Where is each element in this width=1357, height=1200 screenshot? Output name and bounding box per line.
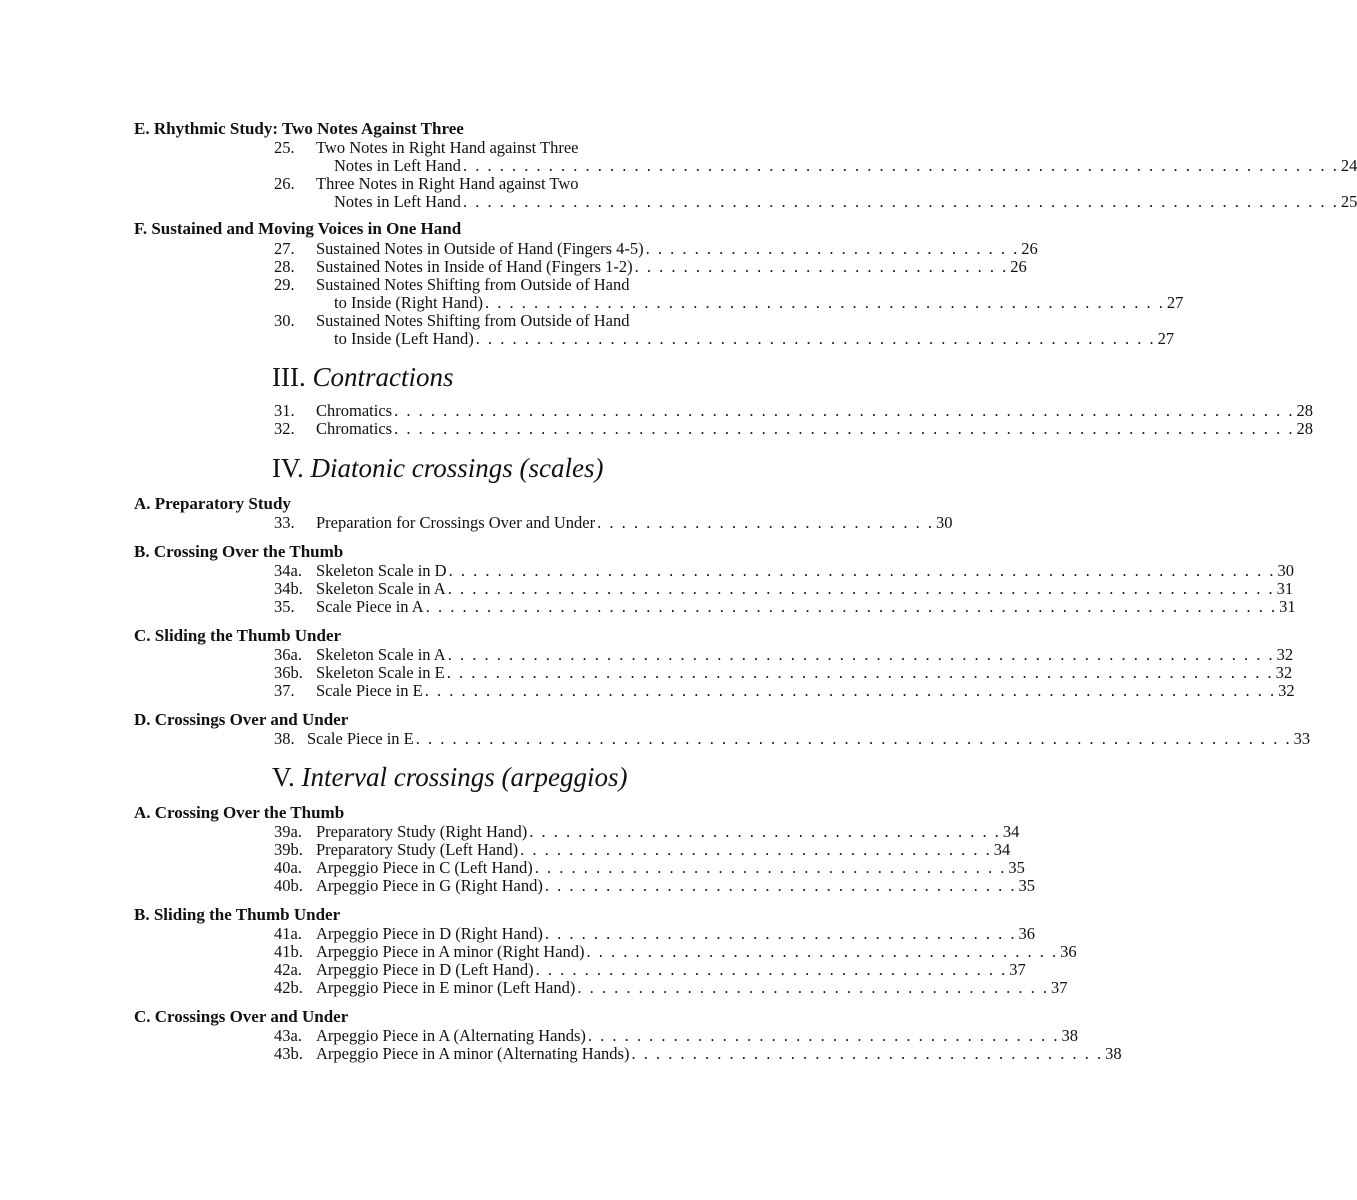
- dot-leader: . . . . . . . . . . . . . . . . . . . . . . . . . . . .: [597, 513, 934, 532]
- entry-number: 42a.: [274, 960, 302, 979]
- dot-leader: . . . . . . . . . . . . . . . . . . . . . . . . . . . . . . . . . . . . . . . . . . . . . . . . . . . . . . . . . . . . . . . . . . . . . . . .: [415, 729, 1292, 748]
- dot-leader: . . . . . . . . . . . . . . . . . . . . . . . . . . . . . . . . . . . . . . .: [577, 978, 1049, 997]
- entry-title: Arpeggio Piece in A minor (Alternating Hands): [316, 1044, 630, 1063]
- dot-leader: . . . . . . . . . . . . . . . . . . . . . . . . . . . . . . . . . . . . . . . . . . . . . . . . . . . . . . . . . . . . . . . . . . . . . . . .: [462, 156, 1339, 175]
- entry-number: 40a.: [274, 858, 302, 877]
- entry-title: Skeleton Scale in E: [316, 663, 445, 682]
- dot-leader: . . . . . . . . . . . . . . . . . . . . . . . . . . . . . . .: [634, 257, 1009, 276]
- entry-page: 37: [1009, 960, 1026, 979]
- entry-number: 32.: [274, 419, 295, 438]
- entry-number: 36a.: [274, 645, 302, 664]
- entry-number: 27.: [274, 239, 295, 258]
- entry-page: 28: [1296, 401, 1313, 420]
- entry-page: 35: [1008, 858, 1025, 877]
- entry-page: 30: [1277, 561, 1294, 580]
- section-heading: B. Crossing Over the Thumb: [134, 542, 344, 561]
- entry-title: Preparation for Crossings Over and Under: [316, 513, 596, 532]
- entry-page: 38: [1061, 1026, 1079, 1045]
- dot-leader: . . . . . . . . . . . . . . . . . . . . . . . . . . . . . . . . . . . . . . . . . . . . . . . . . . . . . . . . . . . . . . . . . . . . . . . .: [462, 192, 1339, 211]
- entry-page: 32: [1278, 681, 1295, 700]
- chapter-name: Contractions: [312, 362, 454, 392]
- dot-leader: . . . . . . . . . . . . . . . . . . . . . . . . . . . . . . .: [645, 239, 1020, 258]
- dot-leader: . . . . . . . . . . . . . . . . . . . . . . . . . . . . . . . . . . . . . . .: [586, 942, 1059, 961]
- entry-number: 34b.: [274, 579, 303, 598]
- entry-number: 42b.: [274, 978, 303, 997]
- entry-title: Arpeggio Piece in D (Right Hand): [316, 924, 543, 943]
- dot-leader: . . . . . . . . . . . . . . . . . . . . . . . . . . . . . . . . . . . . . . .: [544, 876, 1017, 895]
- dot-leader: . . . . . . . . . . . . . . . . . . . . . . . . . . . . . . . . . . . . . . . . . . . . . . . . . . . . . . . . . . . . . . . . . . . .: [448, 561, 1276, 580]
- dot-leader: . . . . . . . . . . . . . . . . . . . . . . . . . . . . . . . . . . . . . . .: [534, 858, 1007, 877]
- entry-title: Skeleton Scale in A: [316, 645, 446, 664]
- section-heading: C. Crossings Over and Under: [134, 1007, 349, 1026]
- entry-page: 31: [1276, 579, 1294, 598]
- chapter-heading: [272, 362, 454, 392]
- entry-page: 32: [1275, 663, 1293, 682]
- entry-page: 25: [1340, 192, 1357, 211]
- entry-page: 36: [1018, 924, 1035, 943]
- entry-page: 36: [1060, 942, 1077, 961]
- chapter-name: Interval crossings (arpeggios): [301, 762, 628, 792]
- entry-title: Arpeggio Piece in A (Alternating Hands): [316, 1026, 586, 1045]
- entry-number: 35.: [274, 597, 295, 616]
- entry-title: Arpeggio Piece in E minor (Left Hand): [316, 978, 576, 997]
- entry-number: 40b.: [274, 876, 303, 895]
- entry-title: Arpeggio Piece in C (Left Hand): [316, 858, 533, 877]
- dot-leader: . . . . . . . . . . . . . . . . . . . . . . . . . . . . . . . . . . . . . . .: [544, 924, 1017, 943]
- entry-number: 38.: [274, 729, 295, 748]
- entry-number: 29.: [274, 275, 295, 294]
- section-heading: A. Crossing Over the Thumb: [134, 803, 345, 822]
- entry-title-cont: Notes in Left Hand: [334, 192, 461, 211]
- entry-number: 39a.: [274, 822, 302, 841]
- section-heading: F. Sustained and Moving Voices in One Hand: [134, 219, 462, 238]
- section-heading: C. Sliding the Thumb Under: [134, 626, 342, 645]
- entry-title: Chromatics: [316, 401, 393, 420]
- entry-page: 34: [993, 840, 1011, 859]
- dot-leader: . . . . . . . . . . . . . . . . . . . . . . . . . . . . . . . . . . . . . . . . . . . . . . . . . . . . . . . . . . . . . . . . . . . .: [446, 663, 1274, 682]
- entry-page: 33: [1293, 729, 1311, 748]
- entry-title: Two Notes in Right Hand against Three: [316, 138, 579, 157]
- dot-leader: . . . . . . . . . . . . . . . . . . . . . . . . . . . . . . . . . . . . . . .: [535, 960, 1008, 979]
- dot-leader: . . . . . . . . . . . . . . . . . . . . . . . . . . . . . . . . . . . . . . .: [520, 840, 992, 859]
- chapter-numeral: III.: [272, 362, 306, 392]
- entry-title-cont: Notes in Left Hand: [334, 156, 461, 175]
- entry-title: Scale Piece in E: [316, 681, 423, 700]
- entry-title: Skeleton Scale in D: [316, 561, 447, 580]
- dot-leader: . . . . . . . . . . . . . . . . . . . . . . . . . . . . . . . . . . . . . . .: [587, 1026, 1060, 1045]
- entry-page: 37: [1050, 978, 1068, 997]
- entry-page: 26: [1010, 257, 1027, 276]
- entry-page: 34: [1002, 822, 1020, 841]
- entry-number: 31.: [274, 401, 295, 420]
- dot-leader: . . . . . . . . . . . . . . . . . . . . . . . . . . . . . . . . . . . . . . . . . . . . . . . . . . . . . . . . . . . . . . . . . . . . . . . . . .: [394, 401, 1295, 420]
- entry-page: 31: [1279, 597, 1296, 616]
- entry-title: Skeleton Scale in A: [316, 579, 446, 598]
- section-heading: D. Crossings Over and Under: [134, 710, 349, 729]
- chapter-numeral: IV.: [272, 453, 304, 483]
- entry-title: Arpeggio Piece in D (Left Hand): [316, 960, 534, 979]
- entry-number: 26.: [274, 174, 295, 193]
- entry-number: 43a.: [274, 1026, 302, 1045]
- dot-leader: . . . . . . . . . . . . . . . . . . . . . . . . . . . . . . . . . . . . . . . . . . . . . . . . . . . . . . . .: [484, 293, 1165, 312]
- entry-number: 41a.: [274, 924, 302, 943]
- entry-number: 25.: [274, 138, 295, 157]
- dot-leader: . . . . . . . . . . . . . . . . . . . . . . . . . . . . . . . . . . . . . . . . . . . . . . . . . . . . . . . .: [475, 329, 1156, 348]
- section-heading: A. Preparatory Study: [134, 494, 291, 513]
- entry-title: Arpeggio Piece in A minor (Right Hand): [316, 942, 585, 961]
- entry-page: 24: [1340, 156, 1357, 175]
- entry-number: 37.: [274, 681, 295, 700]
- section-heading: E. Rhythmic Study: Two Notes Against Three: [134, 119, 464, 138]
- entry-number: 43b.: [274, 1044, 303, 1063]
- entry-title: Scale Piece in A: [316, 597, 424, 616]
- chapter-name: Diatonic crossings (scales): [310, 453, 604, 483]
- chapter-numeral: V.: [272, 762, 295, 792]
- entry-number: 33.: [274, 513, 295, 532]
- entry-title: Sustained Notes in Inside of Hand (Fingers 1-2): [316, 257, 633, 276]
- entry-title: Preparatory Study (Left Hand): [316, 840, 519, 859]
- dot-leader: . . . . . . . . . . . . . . . . . . . . . . . . . . . . . . . . . . . . . . . . . . . . . . . . . . . . . . . . . . . . . . . . . . . . . .: [424, 681, 1277, 700]
- dot-leader: . . . . . . . . . . . . . . . . . . . . . . . . . . . . . . . . . . . . . . .: [631, 1044, 1104, 1063]
- entry-number: 30.: [274, 311, 295, 330]
- entry-title: Scale Piece in E: [307, 729, 414, 748]
- entry-title: Arpeggio Piece in G (Right Hand): [316, 876, 543, 895]
- entry-title-cont: to Inside (Right Hand): [334, 293, 483, 312]
- dot-leader: . . . . . . . . . . . . . . . . . . . . . . . . . . . . . . . . . . . . . . . . . . . . . . . . . . . . . . . . . . . . . . . . . . . .: [447, 645, 1275, 664]
- entry-title: Sustained Notes Shifting from Outside of Hand: [316, 275, 630, 294]
- entry-page: 26: [1021, 239, 1038, 258]
- entry-title-cont: to Inside (Left Hand): [334, 329, 474, 348]
- entry-page: 32: [1276, 645, 1294, 664]
- dot-leader: . . . . . . . . . . . . . . . . . . . . . . . . . . . . . . . . . . . . . . .: [529, 822, 1001, 841]
- entry-page: 27: [1157, 329, 1175, 348]
- entry-title: Chromatics: [316, 419, 393, 438]
- entry-number: 34a.: [274, 561, 302, 580]
- entry-title: Sustained Notes in Outside of Hand (Fingers 4-5): [316, 239, 644, 258]
- entry-number: 36b.: [274, 663, 303, 682]
- entry-page: 27: [1166, 293, 1184, 312]
- entry-page: 35: [1018, 876, 1035, 895]
- entry-title: Three Notes in Right Hand against Two: [316, 174, 579, 193]
- entry-number: 41b.: [274, 942, 303, 961]
- entry-page: 30: [935, 513, 953, 532]
- chapter-heading: [272, 453, 603, 483]
- chapter-heading: [272, 762, 628, 792]
- entry-title: Preparatory Study (Right Hand): [316, 822, 528, 841]
- entry-page: 38: [1105, 1044, 1122, 1063]
- section-heading: B. Sliding the Thumb Under: [134, 905, 341, 924]
- entry-title: Sustained Notes Shifting from Outside of Hand: [316, 311, 630, 330]
- dot-leader: . . . . . . . . . . . . . . . . . . . . . . . . . . . . . . . . . . . . . . . . . . . . . . . . . . . . . . . . . . . . . . . . . . . . . .: [425, 597, 1278, 616]
- dot-leader: . . . . . . . . . . . . . . . . . . . . . . . . . . . . . . . . . . . . . . . . . . . . . . . . . . . . . . . . . . . . . . . . . . . .: [447, 579, 1275, 598]
- dot-leader: . . . . . . . . . . . . . . . . . . . . . . . . . . . . . . . . . . . . . . . . . . . . . . . . . . . . . . . . . . . . . . . . . . . . . . . . . .: [394, 419, 1295, 438]
- entry-number: 28.: [274, 257, 295, 276]
- entry-page: 28: [1296, 419, 1313, 438]
- entry-number: 39b.: [274, 840, 303, 859]
